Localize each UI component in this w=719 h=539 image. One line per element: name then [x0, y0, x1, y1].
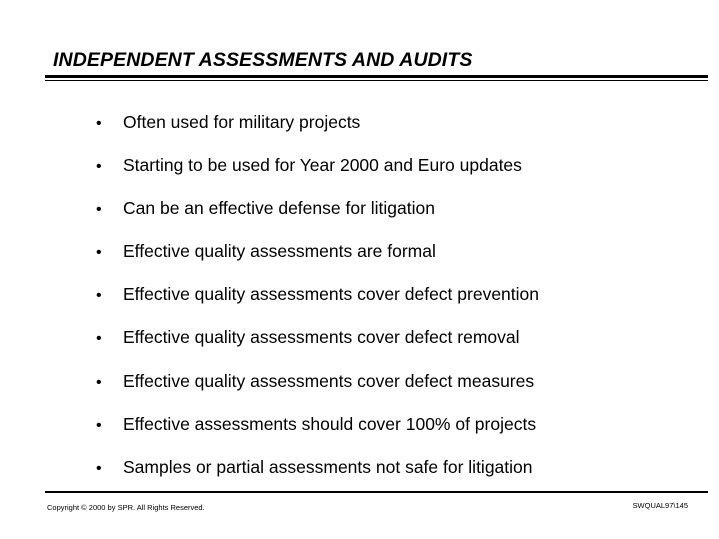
bullet-text: Samples or partial assessments not safe for litigation: [123, 457, 533, 477]
bullet-text: Effective quality assessments are formal: [123, 241, 436, 261]
bullet-point-icon: •: [96, 201, 102, 218]
title-divider-thin: [45, 80, 708, 81]
bullet-text: Effective quality assessments cover defect prevention: [123, 284, 540, 304]
bullet-point-icon: •: [96, 158, 102, 175]
bullet-text: Can be an effective defense for litigation: [123, 198, 435, 218]
footer-slide-code: SWQUAL97\145: [632, 501, 688, 510]
bullet-text: Often used for military projects: [123, 112, 361, 132]
bullet-item: [96, 155, 522, 177]
bullet-point-icon: •: [96, 244, 102, 261]
bullet-point-icon: •: [96, 374, 102, 391]
bullet-text: Effective assessments should cover 100% of projects: [123, 414, 537, 434]
bullet-item: [96, 112, 360, 134]
bullet-item: [96, 241, 436, 263]
bullet-point-icon: •: [96, 287, 102, 304]
bullet-item: [96, 327, 520, 349]
bullet-item: [96, 284, 539, 306]
bullet-text: Starting to be used for Year 2000 and Euro updates: [123, 155, 522, 175]
bullet-point-icon: •: [96, 417, 102, 434]
bullet-point-icon: •: [96, 460, 102, 477]
bullet-point-icon: •: [96, 330, 102, 347]
bullet-item: [96, 198, 435, 220]
slide-title: INDEPENDENT ASSESSMENTS AND AUDITS: [53, 49, 473, 71]
footer-divider: [45, 491, 708, 493]
bullet-item: [96, 414, 536, 436]
title-divider-thick: [45, 75, 708, 78]
bullet-point-icon: •: [96, 115, 102, 132]
bullet-item: [96, 371, 534, 393]
footer-copyright: Copyright © 2000 by SPR. All Rights Reserved.: [47, 503, 205, 512]
bullet-text: Effective quality assessments cover defect removal: [123, 327, 520, 347]
bullet-text: Effective quality assessments cover defect measures: [123, 371, 535, 391]
bullet-item: [96, 457, 533, 479]
